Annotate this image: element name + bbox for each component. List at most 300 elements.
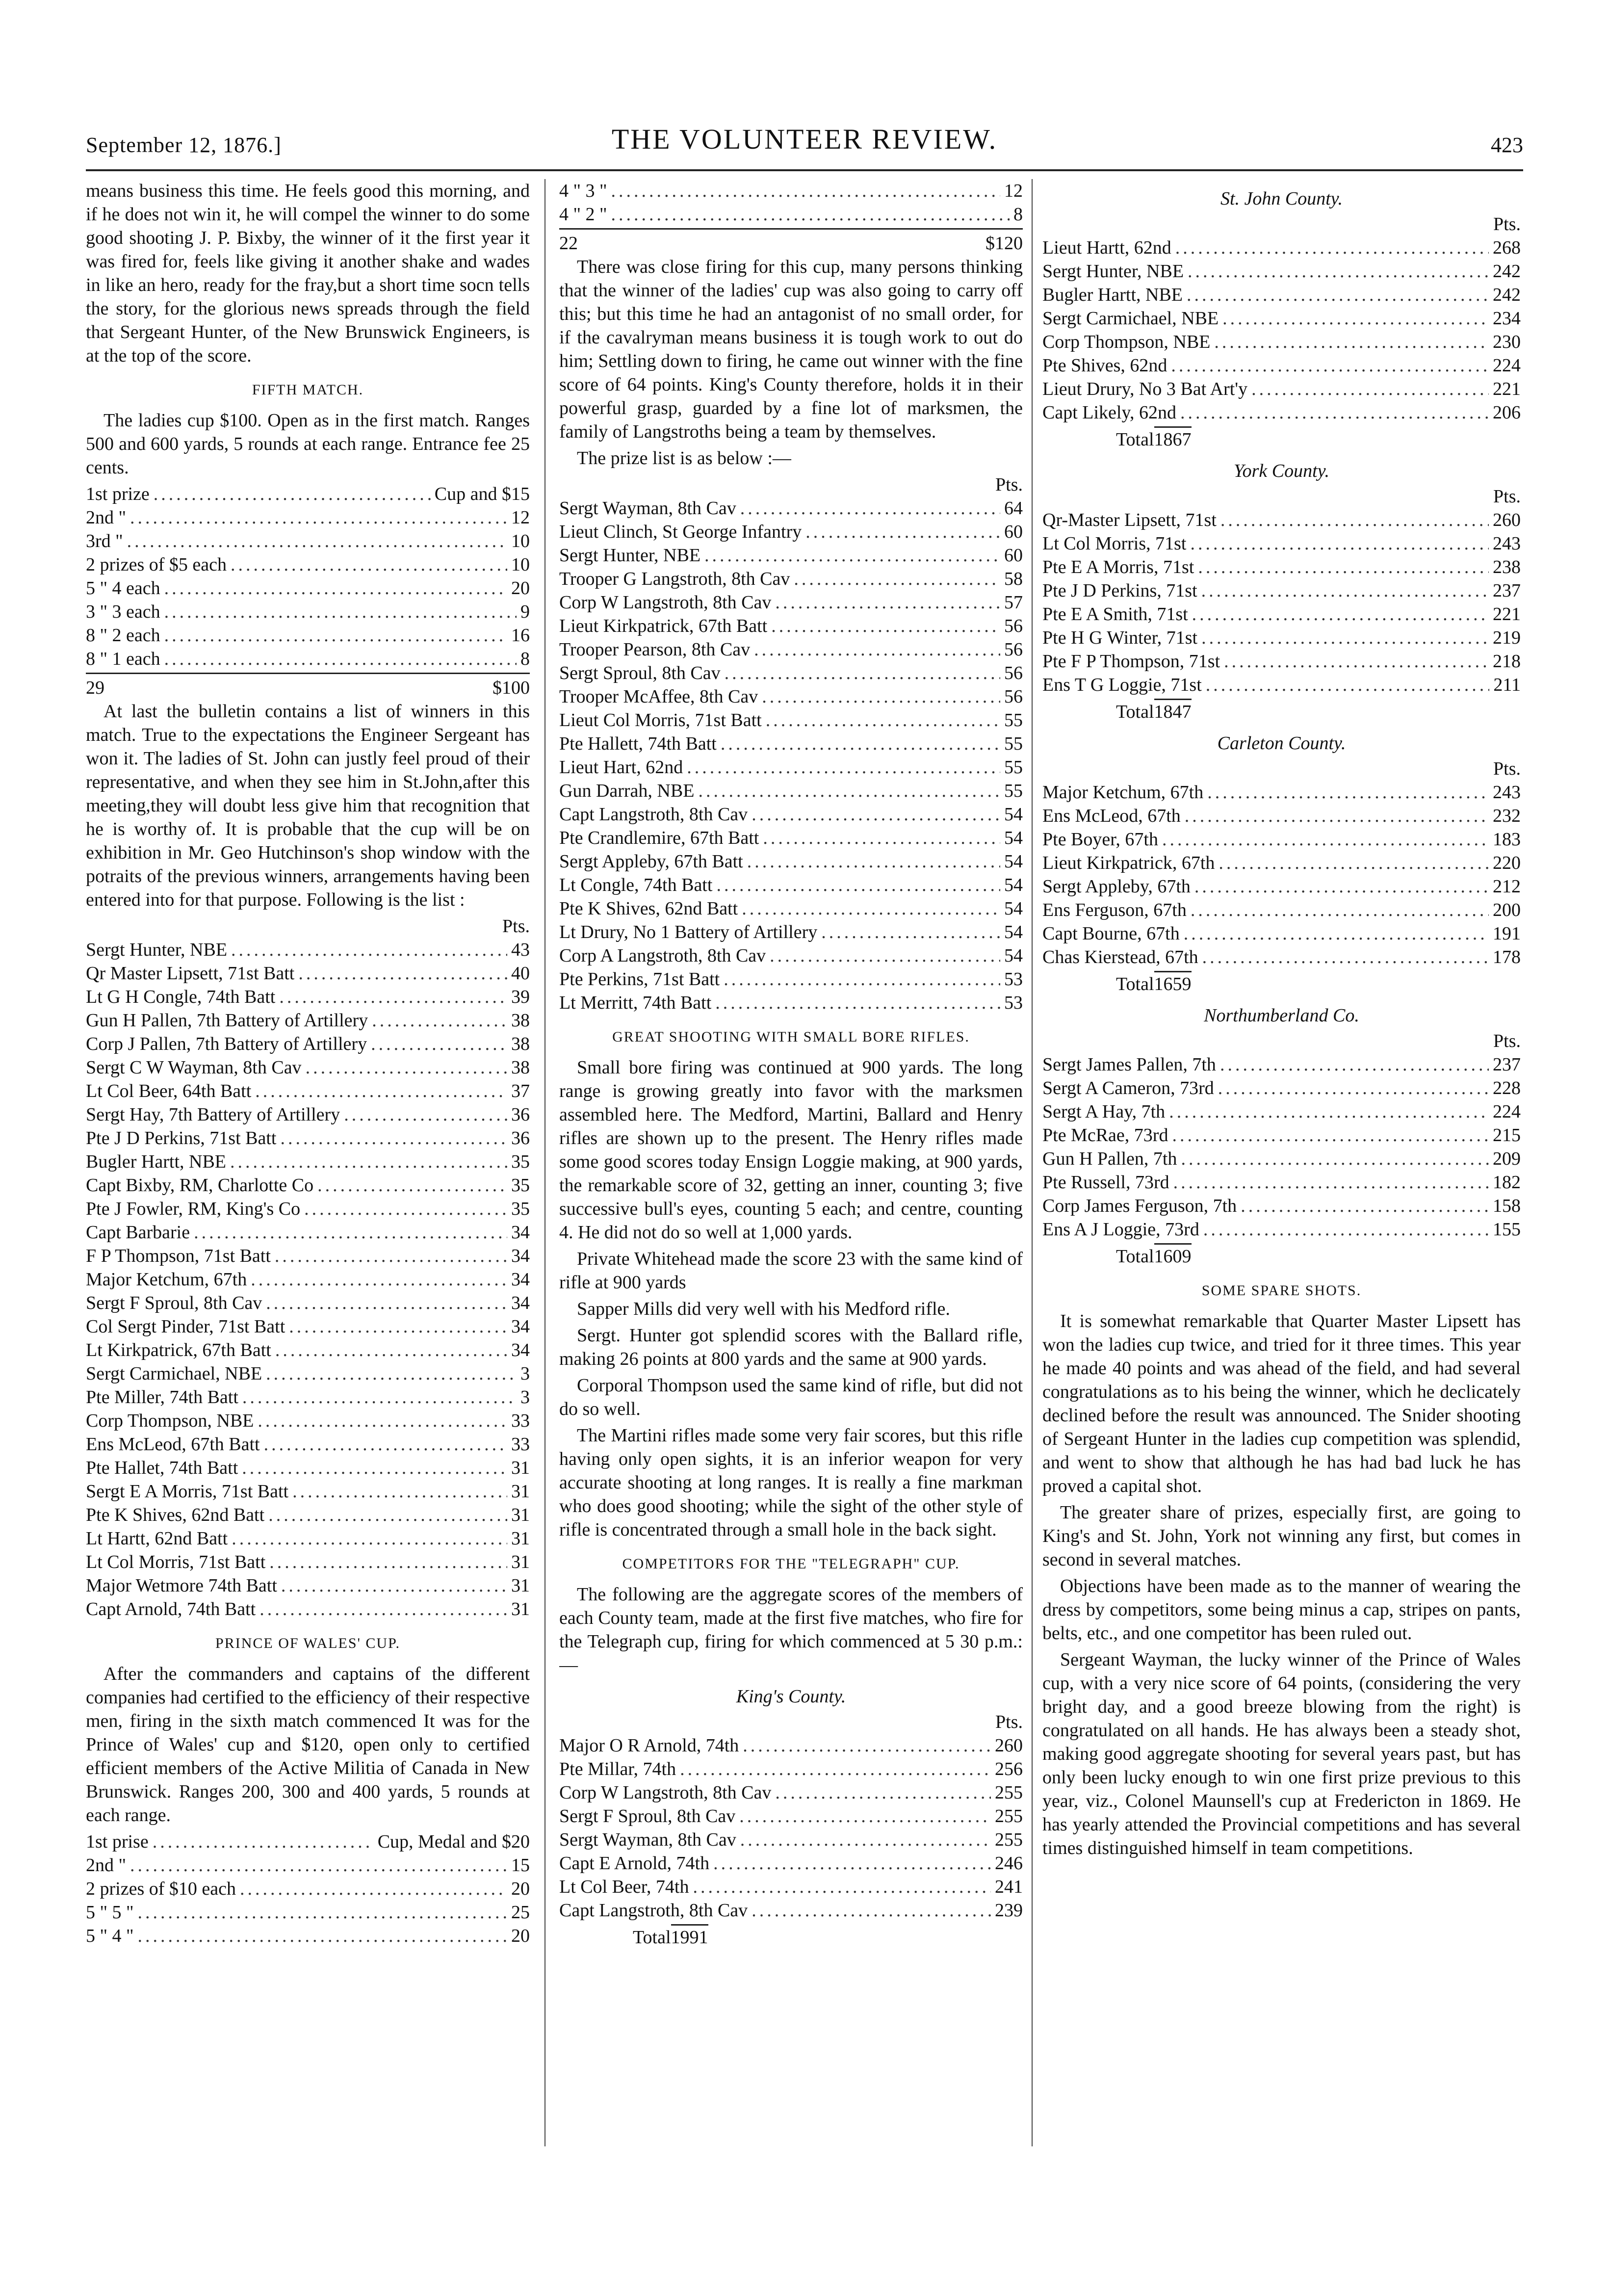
score-row xyxy=(86,1527,530,1550)
pts-label: Pts. xyxy=(995,474,1023,495)
score-row xyxy=(1042,283,1521,307)
score-row-value: 54 xyxy=(1004,875,1023,895)
prize-row xyxy=(86,1877,530,1901)
leader-dots xyxy=(1241,1194,1489,1218)
page-header xyxy=(86,123,1523,162)
score-row-label: Gun Darrah, NBE xyxy=(559,781,695,801)
score-row xyxy=(86,1291,530,1315)
leader-dots xyxy=(130,506,507,529)
score-row-label: Lieut Kirkpatrick, 67th Batt xyxy=(559,616,768,636)
score-row-value: 3 xyxy=(520,1387,530,1408)
article-paragraph: Private Whitehead made the score 23 with the same kind of rifle at 900 yards xyxy=(559,1249,1023,1293)
score-row-value: 230 xyxy=(1493,332,1521,352)
leader-dots xyxy=(766,708,1000,732)
total-row xyxy=(1042,426,1521,451)
leader-dots xyxy=(752,803,1000,826)
score-row-label: Lieut Clinch, St George Infantry xyxy=(559,522,802,542)
score-row xyxy=(86,962,530,985)
score-row-value: 242 xyxy=(1493,285,1521,305)
score-row-label: Corp W Langstroth, 8th Cav xyxy=(559,592,772,613)
article-paragraph: The ladies cup $100. Open as in the first match. Ranges 500 and 600 yards, 5 rounds at each range. Entrance fee 25 cents. xyxy=(86,410,530,478)
score-row-value: 64 xyxy=(1004,498,1023,519)
score-row-label: Sergt Appleby, 67th xyxy=(1042,876,1191,897)
section-heading: COMPETITORS FOR THE "TELEGRAPH" CUP. xyxy=(622,1556,960,1572)
score-row-label: Lieut Hart, 62nd xyxy=(559,757,683,778)
score-row-value: 38 xyxy=(511,1010,530,1031)
leader-dots xyxy=(164,647,517,671)
score-row-label: Sergt A Hay, 7th xyxy=(1042,1101,1166,1122)
score-row-value: 35 xyxy=(511,1175,530,1196)
score-row xyxy=(1042,673,1521,697)
article-paragraph: means business this time. He feels good this morning, and if he does not win it, he will compel the winner to do some good shooting J. P. Bixby, the winner of it the first year it was fired for, feels like giving it another shake and wades in like an hero, ready for the fray,but a short time socn tells the story, for the glorious news spreads through the field that Sergeant Hunter, of the New Brunswick Engineers, is at the top of the score. xyxy=(86,181,530,366)
total-label: Total xyxy=(1116,1246,1154,1267)
score-row xyxy=(1042,236,1521,260)
score-row xyxy=(86,1079,530,1103)
total-value: 1609 xyxy=(1154,1243,1192,1268)
score-row xyxy=(86,1574,530,1597)
score-row-label: Sergt Carmichael, NBE xyxy=(1042,308,1219,329)
leader-dots xyxy=(371,1032,507,1056)
county-heading: St. John County. xyxy=(1220,188,1343,209)
leader-dots xyxy=(194,1221,507,1244)
score-row-value: 182 xyxy=(1493,1172,1521,1193)
score-row-label: Pte Shives, 62nd xyxy=(1042,355,1167,376)
score-row-label: Sergt Hunter, NBE xyxy=(1042,261,1184,282)
score-row-label: Pte F P Thompson, 71st xyxy=(1042,651,1220,672)
prize-row xyxy=(86,600,530,624)
score-row-label: Trooper McAffee, 8th Cav xyxy=(559,686,758,707)
leader-dots xyxy=(292,1480,507,1503)
leader-dots xyxy=(763,826,1000,850)
article-paragraph: The greater share of prizes, especially first, are going to King's and St. John, York not winning any first, but comes in second in several matches. xyxy=(1042,1502,1521,1570)
prize-row-label: 4 " 2 " xyxy=(559,204,607,225)
score-row-label: Lieut Col Morris, 71st Batt xyxy=(559,710,762,731)
score-list xyxy=(1042,781,1521,969)
score-row-value: 31 xyxy=(511,1505,530,1525)
score-row-label: Chas Kierstead, 67th xyxy=(1042,947,1198,967)
score-row-label: Trooper Pearson, 8th Cav xyxy=(559,639,751,660)
prize-row xyxy=(86,529,530,553)
score-row xyxy=(86,1268,530,1291)
score-row-value: 31 xyxy=(511,1552,530,1572)
prize-row xyxy=(559,203,1023,226)
score-row-label: Major O R Arnold, 74th xyxy=(559,1735,739,1756)
score-row-value: 234 xyxy=(1493,308,1521,329)
score-row-label: Capt Likely, 62nd xyxy=(1042,402,1176,423)
leader-dots xyxy=(1201,579,1489,602)
prize-row-value: Cup and $15 xyxy=(434,484,530,504)
score-row-value: 56 xyxy=(1004,663,1023,683)
score-row-label: Sergt Hunter, NBE xyxy=(559,545,701,566)
leader-dots xyxy=(1222,307,1489,330)
total-value: 1867 xyxy=(1154,426,1192,451)
score-row xyxy=(1042,330,1521,354)
prize-row-label: 3 " 3 each xyxy=(86,601,160,622)
paragraph-group xyxy=(559,1056,1023,1541)
leader-dots xyxy=(752,1899,991,1922)
section-heading: GREAT SHOOTING WITH SMALL BORE RIFLES. xyxy=(612,1029,970,1045)
score-row xyxy=(1042,1100,1521,1123)
leader-dots xyxy=(154,482,431,506)
score-row xyxy=(86,1480,530,1503)
section-heading: PRINCE OF WALES' CUP. xyxy=(215,1635,400,1651)
score-row xyxy=(1042,1171,1521,1194)
score-row xyxy=(86,1103,530,1126)
leader-dots xyxy=(240,1877,507,1901)
score-row-value: 60 xyxy=(1004,545,1023,566)
score-row xyxy=(1042,875,1521,898)
score-row-value: 228 xyxy=(1493,1078,1521,1098)
leader-dots xyxy=(1224,650,1489,673)
score-row-label: Gun H Pallen, 7th Battery of Artillery xyxy=(86,1010,368,1031)
pts-label: Pts. xyxy=(1493,758,1521,779)
score-row-value: 56 xyxy=(1004,686,1023,707)
leader-dots xyxy=(611,203,1010,226)
score-row-value: 54 xyxy=(1004,922,1023,942)
county-heading: York County. xyxy=(1234,461,1329,481)
score-row-label: Lt Hartt, 62nd Batt xyxy=(86,1528,228,1549)
score-row xyxy=(559,1757,1023,1781)
score-row xyxy=(1042,602,1521,626)
leader-dots xyxy=(680,1757,991,1781)
section-heading: SOME SPARE SHOTS. xyxy=(1201,1282,1362,1299)
leader-dots xyxy=(754,638,1000,661)
pts-label: Pts. xyxy=(995,1712,1023,1732)
total-label: Total xyxy=(1116,702,1154,722)
leader-dots xyxy=(306,1056,507,1079)
score-row-label: Pte E A Morris, 71st xyxy=(1042,557,1194,577)
score-row-value: 38 xyxy=(511,1034,530,1054)
score-row-value: 224 xyxy=(1493,1101,1521,1122)
score-row-value: 34 xyxy=(511,1340,530,1360)
leader-dots xyxy=(739,1804,991,1828)
prize-row-label: 2 prizes of $5 each xyxy=(86,554,227,575)
score-row xyxy=(1042,532,1521,555)
score-row-value: 31 xyxy=(511,1481,530,1502)
score-row xyxy=(1042,1123,1521,1147)
score-row xyxy=(86,1174,530,1197)
leader-dots xyxy=(275,1338,507,1362)
prize-row xyxy=(86,647,530,671)
score-row-label: Sergt Carmichael, NBE xyxy=(86,1363,262,1384)
score-row-value: 246 xyxy=(995,1853,1023,1874)
leader-dots xyxy=(1218,1076,1489,1100)
score-row-label: Capt Bourne, 67th xyxy=(1042,923,1180,944)
score-row xyxy=(559,567,1023,591)
score-row xyxy=(1042,555,1521,579)
score-row-value: 243 xyxy=(1493,782,1521,803)
score-row-value: 54 xyxy=(1004,945,1023,966)
score-row xyxy=(559,685,1023,708)
score-row xyxy=(86,1315,530,1338)
score-row xyxy=(559,920,1023,944)
score-row-label: Capt Barbarie xyxy=(86,1222,190,1243)
prize-row xyxy=(86,1853,530,1877)
article-paragraph: Sergeant Wayman, the lucky winner of the Prince of Wales cup, with a very nice score of 64 points, (considering the very bright day, and a good breeze blowing from the right) is congratulated on all hands. He has always been a steady shot, making good aggregate shooting for several years past, but has only been lucky enough to win one first prize previous to this year, viz., Colonel Maunsell's cup at Fredericton in 1869. He has yearly attended the Provincial competitions and has several times distinguished himself in team competitions. xyxy=(1042,1649,1521,1858)
prize-list xyxy=(559,179,1023,226)
leader-dots xyxy=(1198,555,1489,579)
score-row xyxy=(86,1385,530,1409)
leader-dots xyxy=(281,1574,507,1597)
column-3 xyxy=(1042,179,1521,2284)
score-list xyxy=(559,496,1023,1015)
prize-row xyxy=(559,179,1023,203)
score-row-value: 38 xyxy=(511,1057,530,1078)
leader-dots xyxy=(164,576,507,600)
prize-row-label: 1st prize xyxy=(86,484,150,504)
score-row-value: 35 xyxy=(511,1199,530,1219)
total-label: Total xyxy=(633,1927,671,1948)
leader-dots xyxy=(289,1315,507,1338)
prize-row-value: 20 xyxy=(511,1926,530,1946)
score-row xyxy=(559,1804,1023,1828)
leader-dots xyxy=(724,967,1000,991)
score-row-label: Qr Master Lipsett, 71st Batt xyxy=(86,963,295,984)
leader-dots xyxy=(266,1291,507,1315)
leader-dots xyxy=(1171,354,1489,377)
prize-total: $100 xyxy=(493,678,530,698)
score-row xyxy=(1042,922,1521,945)
leader-dots xyxy=(251,1268,507,1291)
score-row-label: Sergt F Sproul, 8th Cav xyxy=(86,1293,262,1313)
article-paragraph: Objections have been made as to the manner of wearing the dress by competitors, some being minus a cap, stripes on pants, belts, etc., and one competitor has been ruled out. xyxy=(1042,1576,1521,1644)
score-row xyxy=(1042,804,1521,828)
prize-row xyxy=(86,1830,530,1853)
leader-dots xyxy=(264,1433,507,1456)
leader-dots xyxy=(1214,330,1489,354)
leader-dots xyxy=(1181,1147,1489,1171)
score-row-value: 56 xyxy=(1004,616,1023,636)
score-row xyxy=(559,591,1023,614)
score-row-value: 221 xyxy=(1493,604,1521,625)
prize-row-label: 2 prizes of $10 each xyxy=(86,1879,236,1899)
leader-dots xyxy=(1187,283,1489,307)
total-label: Total xyxy=(1116,974,1154,994)
leader-dots xyxy=(1206,673,1490,697)
score-row-label: Sergt Hunter, NBE xyxy=(86,939,228,960)
score-row-label: Bugler Hartt, NBE xyxy=(1042,285,1183,305)
prize-row-value: 20 xyxy=(511,578,530,599)
prize-row-value: Cup, Medal and $20 xyxy=(377,1831,530,1852)
leader-dots xyxy=(1180,401,1489,424)
score-row-label: Qr-Master Lipsett, 71st xyxy=(1042,510,1217,530)
score-row-label: Capt Bixby, RM, Charlotte Co xyxy=(86,1175,314,1196)
score-row-value: 255 xyxy=(995,1782,1023,1803)
leader-dots xyxy=(1190,532,1489,555)
score-row-label: Lieut Kirkpatrick, 67th xyxy=(1042,853,1215,873)
score-row-label: Pte Miller, 74th Batt xyxy=(86,1387,238,1408)
column-2 xyxy=(559,179,1023,2284)
score-row xyxy=(559,826,1023,850)
leader-dots xyxy=(698,779,1000,803)
score-row-label: Pte K Shives, 62nd Batt xyxy=(86,1505,265,1525)
score-row xyxy=(86,1338,530,1362)
score-row xyxy=(559,897,1023,920)
score-row-value: 34 xyxy=(511,1222,530,1243)
score-row xyxy=(559,520,1023,544)
score-row-label: Lieut Drury, No 3 Bat Art'y xyxy=(1042,379,1248,399)
prize-row-value: 8 xyxy=(1013,204,1023,225)
score-row-value: 241 xyxy=(995,1877,1023,1897)
score-row-value: 256 xyxy=(995,1759,1023,1779)
score-row-value: 54 xyxy=(1004,828,1023,848)
prize-row-label: 1st prise xyxy=(86,1831,149,1852)
score-row xyxy=(559,967,1023,991)
score-row-value: 237 xyxy=(1493,1054,1521,1075)
score-row-value: 218 xyxy=(1493,651,1521,672)
score-row-value: 31 xyxy=(511,1528,530,1549)
score-row xyxy=(559,1852,1023,1875)
score-row xyxy=(86,1409,530,1433)
leader-dots xyxy=(1219,851,1489,875)
score-row-label: Major Ketchum, 67th xyxy=(1042,782,1204,803)
score-row-label: Pte Millar, 74th xyxy=(559,1759,676,1779)
prize-row-value: 8 xyxy=(520,649,530,669)
score-row-label: Sergt F Sproul, 8th Cav xyxy=(559,1806,736,1826)
leader-dots xyxy=(164,600,517,624)
prize-row-value: 9 xyxy=(520,601,530,622)
score-row xyxy=(559,944,1023,967)
leader-dots xyxy=(232,1527,507,1550)
score-row-label: Pte E A Smith, 71st xyxy=(1042,604,1188,625)
county-heading: King's County. xyxy=(736,1686,846,1707)
score-row-value: 239 xyxy=(995,1900,1023,1921)
score-row-value: 55 xyxy=(1004,757,1023,778)
score-row xyxy=(559,1781,1023,1804)
score-row-value: 43 xyxy=(511,939,530,960)
score-row xyxy=(86,1197,530,1221)
leader-dots xyxy=(1173,1171,1489,1194)
leader-dots xyxy=(743,1734,991,1757)
article-paragraph: At last the bulletin contains a list of winners in this match. True to the expectations the Engineer Sergeant has won it. The ladies of St. John can justly feel proud of their representative, and when they see him in St.John,after this meeting,they will doubt less give him that recognition that he is worthy of. It is probable that the cup will be on exhibition in Mr. Geo Hutchinson's shop window with the potraits of the previous winners, arrangements having been entered into for that purpose. Following is the list : xyxy=(86,701,530,910)
score-row-value: 178 xyxy=(1493,947,1521,967)
score-row-label: Sergt C W Wayman, 8th Cav xyxy=(86,1057,302,1078)
score-row xyxy=(86,1126,530,1150)
leader-dots xyxy=(742,897,1000,920)
score-row-value: 54 xyxy=(1004,898,1023,919)
leader-dots xyxy=(716,873,1000,897)
leader-dots xyxy=(259,1597,507,1621)
score-row xyxy=(559,756,1023,779)
score-row-label: Lt Col Beer, 74th xyxy=(559,1877,689,1897)
leader-dots xyxy=(704,544,1000,567)
prize-row xyxy=(86,553,530,576)
leader-dots xyxy=(693,1875,991,1899)
score-row-label: Major Wetmore 74th Batt xyxy=(86,1575,277,1596)
score-row-value: 55 xyxy=(1004,733,1023,754)
score-row-value: 31 xyxy=(511,1575,530,1596)
leader-dots xyxy=(269,1550,507,1574)
publication-title: THE VOLUNTEER REVIEW. xyxy=(611,123,998,155)
leader-dots xyxy=(1184,922,1489,945)
score-row-label: Major Ketchum, 67th xyxy=(86,1269,247,1290)
score-row-label: Pte Crandlemire, 67th Batt xyxy=(559,828,759,848)
prize-total: $120 xyxy=(986,233,1023,254)
article-paragraph: The prize list is as below :— xyxy=(577,448,791,469)
score-row-value: 57 xyxy=(1004,592,1023,613)
leader-dots xyxy=(1169,1100,1489,1123)
prize-row-value: 15 xyxy=(511,1855,530,1876)
leader-dots xyxy=(805,520,1000,544)
score-row xyxy=(559,614,1023,638)
score-row-label: Sergt E A Morris, 71st Batt xyxy=(86,1481,289,1502)
leader-dots xyxy=(1220,508,1489,532)
score-row-label: Corp W Langstroth, 8th Cav xyxy=(559,1782,772,1803)
county-heading: Carleton County. xyxy=(1217,733,1346,754)
total-row xyxy=(1042,971,1521,996)
score-row-label: Pte Perkins, 71st Batt xyxy=(559,969,720,990)
leader-dots xyxy=(770,944,1000,967)
score-row-value: 155 xyxy=(1493,1219,1521,1240)
header-rule xyxy=(86,169,1523,171)
score-row-label: Capt Langstroth, 8th Cav xyxy=(559,1900,748,1921)
score-row-label: Ens A J Loggie, 73rd xyxy=(1042,1219,1199,1240)
score-row-value: 243 xyxy=(1493,533,1521,554)
prize-row-label: 5 " 4 " xyxy=(86,1926,134,1946)
score-row-label: Pte Boyer, 67th xyxy=(1042,829,1158,850)
score-row xyxy=(1042,401,1521,424)
score-row xyxy=(1042,377,1521,401)
score-row-value: 40 xyxy=(511,963,530,984)
score-row xyxy=(1042,945,1521,969)
score-row xyxy=(86,1433,530,1456)
leader-dots xyxy=(231,938,507,962)
prize-row-label: 2nd " xyxy=(86,507,127,528)
score-row xyxy=(86,1550,530,1574)
prize-row-label: 5 " 5 " xyxy=(86,1902,134,1923)
score-row-value: 158 xyxy=(1493,1196,1521,1216)
score-row xyxy=(86,1221,530,1244)
score-row xyxy=(559,803,1023,826)
score-row xyxy=(86,1456,530,1480)
score-row-value: 219 xyxy=(1493,627,1521,648)
prize-row-value: 10 xyxy=(511,531,530,551)
leader-dots xyxy=(1172,1123,1489,1147)
score-row-value: 200 xyxy=(1493,900,1521,920)
prize-row-value: 16 xyxy=(511,625,530,646)
score-row-label: Lt Drury, No 1 Battery of Artillery xyxy=(559,922,818,942)
score-row-value: 191 xyxy=(1493,923,1521,944)
score-row xyxy=(559,732,1023,756)
county-heading: Northumberland Co. xyxy=(1204,1005,1359,1026)
article-paragraph: Small bore firing was continued at 900 yards. The long range is growing greatly into favor with the marksmen assembled here. The Medford, Martini, Ballard and Henry rifles are shown up to the present. The Henry rifles made some good scores today Ensign Loggie making, at 900 yards, the remarkable score of 32, getting an inner, counting 3; five successive bull's eyes, counting 5 each; and centre, counting 4. He did not do so well at 1,000 yards. xyxy=(559,1057,1023,1243)
score-row-value: 260 xyxy=(995,1735,1023,1756)
leader-dots xyxy=(231,553,507,576)
leader-dots xyxy=(721,732,1000,756)
score-list xyxy=(86,938,530,1621)
score-row xyxy=(1042,1076,1521,1100)
prize-list xyxy=(86,482,530,671)
score-row xyxy=(559,991,1023,1015)
prize-row xyxy=(86,506,530,529)
score-row xyxy=(86,938,530,962)
score-row-value: 33 xyxy=(511,1434,530,1455)
score-row-value: 36 xyxy=(511,1128,530,1148)
score-row-label: Corp Thompson, NBE xyxy=(1042,332,1211,352)
leader-dots xyxy=(1251,377,1489,401)
prize-row-label: 5 " 4 each xyxy=(86,578,160,599)
score-row-value: 54 xyxy=(1004,851,1023,872)
score-row-label: Col Sergt Pinder, 71st Batt xyxy=(86,1316,285,1337)
leader-dots xyxy=(715,991,1000,1015)
leader-dots xyxy=(1162,828,1489,851)
score-row-label: Pte J D Perkins, 71st xyxy=(1042,580,1197,601)
total-label: Total xyxy=(1116,429,1154,450)
score-row-value: 34 xyxy=(511,1316,530,1337)
score-row xyxy=(559,661,1023,685)
leader-dots xyxy=(317,1174,507,1197)
leader-dots xyxy=(298,962,507,985)
